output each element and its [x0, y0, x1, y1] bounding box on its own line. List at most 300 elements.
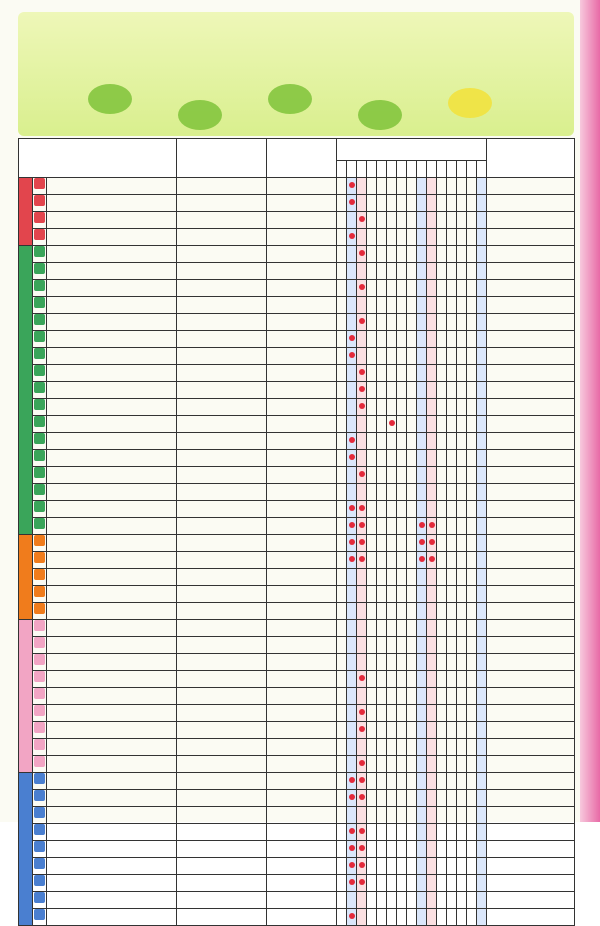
schedule-cell — [397, 279, 407, 296]
schedule-cell — [457, 517, 467, 534]
venue — [267, 874, 337, 891]
schedule-cell — [387, 857, 397, 874]
schedule-cell — [407, 517, 417, 534]
schedule-dot — [359, 522, 365, 528]
schedule-cell — [477, 415, 487, 432]
schedule-cell — [387, 619, 397, 636]
schedule-cell — [367, 704, 377, 721]
organizer — [177, 704, 267, 721]
schedule-cell — [387, 228, 397, 245]
table-row — [19, 364, 575, 381]
day-header — [407, 161, 417, 178]
event-name — [47, 330, 177, 347]
schedule-cell — [427, 636, 437, 653]
table-row — [19, 432, 575, 449]
category-label — [19, 177, 33, 245]
schedule-cell — [467, 772, 477, 789]
schedule-cell — [337, 670, 347, 687]
note — [487, 704, 575, 721]
event-name — [47, 857, 177, 874]
schedule-cell — [367, 279, 377, 296]
schedule-cell — [357, 806, 367, 823]
schedule-cell — [387, 364, 397, 381]
schedule-cell — [467, 432, 477, 449]
schedule-cell — [437, 619, 447, 636]
schedule-cell — [437, 891, 447, 908]
schedule-cell — [407, 551, 417, 568]
schedule-cell — [357, 755, 367, 772]
schedule-cell — [477, 228, 487, 245]
organizer — [177, 619, 267, 636]
row-number — [34, 212, 45, 223]
schedule-cell — [427, 415, 437, 432]
table-row — [19, 211, 575, 228]
schedule-cell — [417, 806, 427, 823]
schedule-cell — [467, 874, 477, 891]
schedule-cell — [457, 721, 467, 738]
organizer — [177, 534, 267, 551]
event-name — [47, 619, 177, 636]
organizer — [177, 551, 267, 568]
schedule-cell — [337, 755, 347, 772]
row-number — [34, 552, 45, 563]
schedule-cell — [447, 364, 457, 381]
schedule-dot — [359, 216, 365, 222]
note — [487, 602, 575, 619]
schedule-cell — [337, 279, 347, 296]
schedule-cell — [397, 245, 407, 262]
event-name — [47, 670, 177, 687]
schedule-cell — [337, 568, 347, 585]
venue — [267, 534, 337, 551]
schedule-cell — [407, 687, 417, 704]
schedule-cell — [477, 891, 487, 908]
schedule-cell — [457, 194, 467, 211]
schedule-cell — [397, 704, 407, 721]
schedule-cell — [347, 755, 357, 772]
schedule-cell — [377, 789, 387, 806]
table-row — [19, 619, 575, 636]
schedule-cell — [367, 840, 377, 857]
schedule-cell — [457, 772, 467, 789]
note — [487, 772, 575, 789]
schedule-cell — [357, 670, 367, 687]
schedule-cell — [377, 602, 387, 619]
schedule-cell — [427, 500, 437, 517]
schedule-cell — [457, 398, 467, 415]
organizer — [177, 228, 267, 245]
schedule-cell — [427, 789, 437, 806]
schedule-cell — [417, 381, 427, 398]
row-number — [34, 178, 45, 189]
schedule-cell — [397, 772, 407, 789]
col-org — [177, 139, 267, 178]
schedule-cell — [447, 908, 457, 925]
schedule-cell — [447, 194, 457, 211]
schedule-cell — [357, 891, 367, 908]
row-number — [34, 790, 45, 801]
schedule-dot — [419, 522, 425, 528]
schedule-cell — [417, 364, 427, 381]
schedule-cell — [367, 449, 377, 466]
schedule-cell — [347, 483, 357, 500]
schedule-cell — [437, 211, 447, 228]
schedule-cell — [397, 551, 407, 568]
schedule-cell — [377, 619, 387, 636]
schedule-cell — [457, 432, 467, 449]
row-number-cell — [33, 568, 47, 585]
venue — [267, 262, 337, 279]
schedule-cell — [337, 517, 347, 534]
schedule-dot — [419, 539, 425, 545]
venue — [267, 585, 337, 602]
schedule-cell — [417, 398, 427, 415]
schedule-cell — [367, 636, 377, 653]
schedule-cell — [347, 874, 357, 891]
day-header — [357, 161, 367, 178]
schedule-cell — [457, 466, 467, 483]
schedule-cell — [387, 738, 397, 755]
schedule-dot — [349, 352, 355, 358]
schedule-cell — [347, 228, 357, 245]
schedule-cell — [357, 653, 367, 670]
schedule-cell — [387, 636, 397, 653]
event-name — [47, 772, 177, 789]
schedule-cell — [467, 279, 477, 296]
category-label — [19, 772, 33, 925]
organizer — [177, 670, 267, 687]
schedule-cell — [397, 874, 407, 891]
schedule-cell — [357, 857, 367, 874]
schedule-cell — [337, 211, 347, 228]
organizer — [177, 602, 267, 619]
venue — [267, 177, 337, 194]
schedule-cell — [347, 262, 357, 279]
schedule-cell — [437, 466, 447, 483]
organizer — [177, 721, 267, 738]
row-number — [34, 773, 45, 784]
schedule-cell — [357, 823, 367, 840]
venue — [267, 704, 337, 721]
schedule-cell — [447, 432, 457, 449]
organizer — [177, 568, 267, 585]
schedule-cell — [387, 449, 397, 466]
row-number-cell — [33, 908, 47, 925]
schedule-cell — [477, 347, 487, 364]
schedule-cell — [387, 772, 397, 789]
schedule-cell — [347, 704, 357, 721]
schedule-cell — [457, 551, 467, 568]
schedule-cell — [437, 772, 447, 789]
event-name — [47, 806, 177, 823]
schedule-cell — [417, 330, 427, 347]
event-name — [47, 551, 177, 568]
schedule-cell — [457, 891, 467, 908]
schedule-cell — [447, 687, 457, 704]
schedule-cell — [367, 823, 377, 840]
organizer — [177, 415, 267, 432]
schedule-cell — [427, 670, 437, 687]
schedule-cell — [437, 602, 447, 619]
schedule-cell — [437, 432, 447, 449]
schedule-cell — [417, 517, 427, 534]
schedule-cell — [387, 670, 397, 687]
schedule-cell — [457, 687, 467, 704]
decorative-strip — [580, 0, 600, 822]
schedule-cell — [387, 177, 397, 194]
col-venue — [267, 139, 337, 178]
schedule-cell — [457, 381, 467, 398]
schedule-cell — [357, 738, 367, 755]
row-number — [34, 365, 45, 376]
schedule-cell — [397, 823, 407, 840]
schedule-cell — [367, 500, 377, 517]
schedule-dot — [349, 862, 355, 868]
schedule-cell — [337, 466, 347, 483]
event-name — [47, 483, 177, 500]
note — [487, 823, 575, 840]
schedule-cell — [347, 619, 357, 636]
row-number — [34, 195, 45, 206]
schedule-cell — [377, 653, 387, 670]
organizer — [177, 211, 267, 228]
schedule-cell — [407, 262, 417, 279]
schedule-cell — [337, 806, 347, 823]
schedule-cell — [427, 823, 437, 840]
table-row — [19, 602, 575, 619]
row-number-cell — [33, 755, 47, 772]
row-number — [34, 875, 45, 886]
event-name — [47, 823, 177, 840]
schedule-cell — [427, 364, 437, 381]
schedule-cell — [357, 313, 367, 330]
schedule-cell — [347, 449, 357, 466]
day-header — [477, 161, 487, 178]
schedule-cell — [467, 721, 477, 738]
schedule-dot — [349, 335, 355, 341]
schedule-cell — [437, 330, 447, 347]
row-number-cell — [33, 636, 47, 653]
schedule-cell — [387, 245, 397, 262]
schedule-cell — [427, 551, 437, 568]
schedule-cell — [387, 313, 397, 330]
header-banner — [18, 12, 574, 136]
schedule-cell — [437, 398, 447, 415]
schedule-cell — [357, 908, 367, 925]
schedule-cell — [427, 483, 437, 500]
schedule-cell — [427, 534, 437, 551]
table-row — [19, 670, 575, 687]
schedule-cell — [467, 619, 477, 636]
note — [487, 279, 575, 296]
venue — [267, 840, 337, 857]
schedule-cell — [397, 687, 407, 704]
schedule-cell — [337, 398, 347, 415]
note — [487, 228, 575, 245]
row-number — [34, 722, 45, 733]
schedule-cell — [437, 857, 447, 874]
schedule-cell — [447, 823, 457, 840]
schedule-dot — [349, 233, 355, 239]
schedule-cell — [407, 364, 417, 381]
schedule-cell — [447, 653, 457, 670]
event-name — [47, 755, 177, 772]
schedule-cell — [387, 534, 397, 551]
schedule-cell — [447, 789, 457, 806]
schedule-dot — [349, 845, 355, 851]
schedule-cell — [337, 687, 347, 704]
venue — [267, 789, 337, 806]
event-name — [47, 347, 177, 364]
schedule-cell — [387, 568, 397, 585]
schedule-cell — [457, 585, 467, 602]
schedule-cell — [467, 228, 477, 245]
schedule-cell — [447, 415, 457, 432]
schedule-cell — [357, 585, 367, 602]
schedule-cell — [407, 483, 417, 500]
schedule-cell — [477, 568, 487, 585]
organizer — [177, 840, 267, 857]
schedule-cell — [387, 415, 397, 432]
day-header — [397, 161, 407, 178]
schedule-cell — [407, 211, 417, 228]
schedule-cell — [427, 738, 437, 755]
schedule-cell — [417, 568, 427, 585]
schedule-cell — [387, 432, 397, 449]
schedule-cell — [457, 857, 467, 874]
row-number-cell — [33, 857, 47, 874]
schedule-cell — [357, 687, 367, 704]
venue — [267, 636, 337, 653]
schedule-dot — [359, 250, 365, 256]
note — [487, 670, 575, 687]
table-row — [19, 483, 575, 500]
schedule-dot — [359, 879, 365, 885]
schedule-cell — [347, 398, 357, 415]
schedule-cell — [347, 585, 357, 602]
schedule-dot — [359, 794, 365, 800]
schedule-cell — [437, 364, 447, 381]
organizer — [177, 789, 267, 806]
schedule-cell — [397, 364, 407, 381]
row-number-cell — [33, 619, 47, 636]
schedule-cell — [457, 602, 467, 619]
schedule-cell — [417, 415, 427, 432]
organizer — [177, 585, 267, 602]
schedule-cell — [377, 211, 387, 228]
schedule-cell — [367, 619, 377, 636]
schedule-cell — [377, 500, 387, 517]
schedule-cell — [437, 347, 447, 364]
schedule-cell — [407, 415, 417, 432]
col-event — [19, 139, 177, 178]
schedule-cell — [417, 840, 427, 857]
table-row — [19, 891, 575, 908]
schedule-dot — [349, 556, 355, 562]
schedule-cell — [417, 211, 427, 228]
schedule-cell — [397, 806, 407, 823]
schedule-cell — [347, 568, 357, 585]
table-row — [19, 857, 575, 874]
schedule-cell — [377, 415, 387, 432]
schedule-cell — [457, 296, 467, 313]
row-number — [34, 586, 45, 597]
row-number — [34, 433, 45, 444]
schedule-cell — [477, 874, 487, 891]
schedule-cell — [427, 619, 437, 636]
schedule-cell — [457, 279, 467, 296]
row-number-cell — [33, 738, 47, 755]
schedule-cell — [407, 466, 417, 483]
schedule-cell — [457, 330, 467, 347]
event-name — [47, 874, 177, 891]
schedule-cell — [427, 874, 437, 891]
row-number-cell — [33, 551, 47, 568]
organizer — [177, 483, 267, 500]
note — [487, 381, 575, 398]
schedule-cell — [417, 755, 427, 772]
schedule-cell — [407, 857, 417, 874]
schedule-cell — [437, 194, 447, 211]
schedule-cell — [377, 891, 387, 908]
schedule-cell — [417, 177, 427, 194]
row-number-cell — [33, 840, 47, 857]
schedule-cell — [397, 789, 407, 806]
schedule-cell — [357, 364, 367, 381]
schedule-cell — [347, 772, 357, 789]
row-number — [34, 637, 45, 648]
schedule-cell — [397, 670, 407, 687]
note — [487, 874, 575, 891]
schedule-cell — [387, 211, 397, 228]
schedule-cell — [477, 908, 487, 925]
schedule-cell — [407, 585, 417, 602]
schedule-cell — [347, 653, 357, 670]
venue — [267, 432, 337, 449]
table-row — [19, 823, 575, 840]
schedule-cell — [467, 483, 477, 500]
schedule-cell — [437, 721, 447, 738]
schedule-cell — [447, 840, 457, 857]
row-number-cell — [33, 466, 47, 483]
schedule-cell — [377, 466, 387, 483]
schedule-cell — [437, 585, 447, 602]
schedule-cell — [407, 619, 417, 636]
schedule-cell — [427, 908, 437, 925]
schedule-cell — [397, 228, 407, 245]
organizer — [177, 279, 267, 296]
category-label — [19, 534, 33, 619]
schedule-cell — [437, 653, 447, 670]
schedule-cell — [457, 755, 467, 772]
schedule-dot — [359, 862, 365, 868]
schedule-cell — [447, 551, 457, 568]
organizer — [177, 687, 267, 704]
venue — [267, 330, 337, 347]
category-label — [19, 619, 33, 772]
table-row — [19, 517, 575, 534]
day-header — [447, 161, 457, 178]
table-row — [19, 466, 575, 483]
schedule-cell — [357, 177, 367, 194]
day-header — [377, 161, 387, 178]
schedule-cell — [387, 279, 397, 296]
note — [487, 177, 575, 194]
schedule-cell — [427, 585, 437, 602]
schedule-cell — [397, 534, 407, 551]
schedule-cell — [417, 279, 427, 296]
event-name — [47, 500, 177, 517]
